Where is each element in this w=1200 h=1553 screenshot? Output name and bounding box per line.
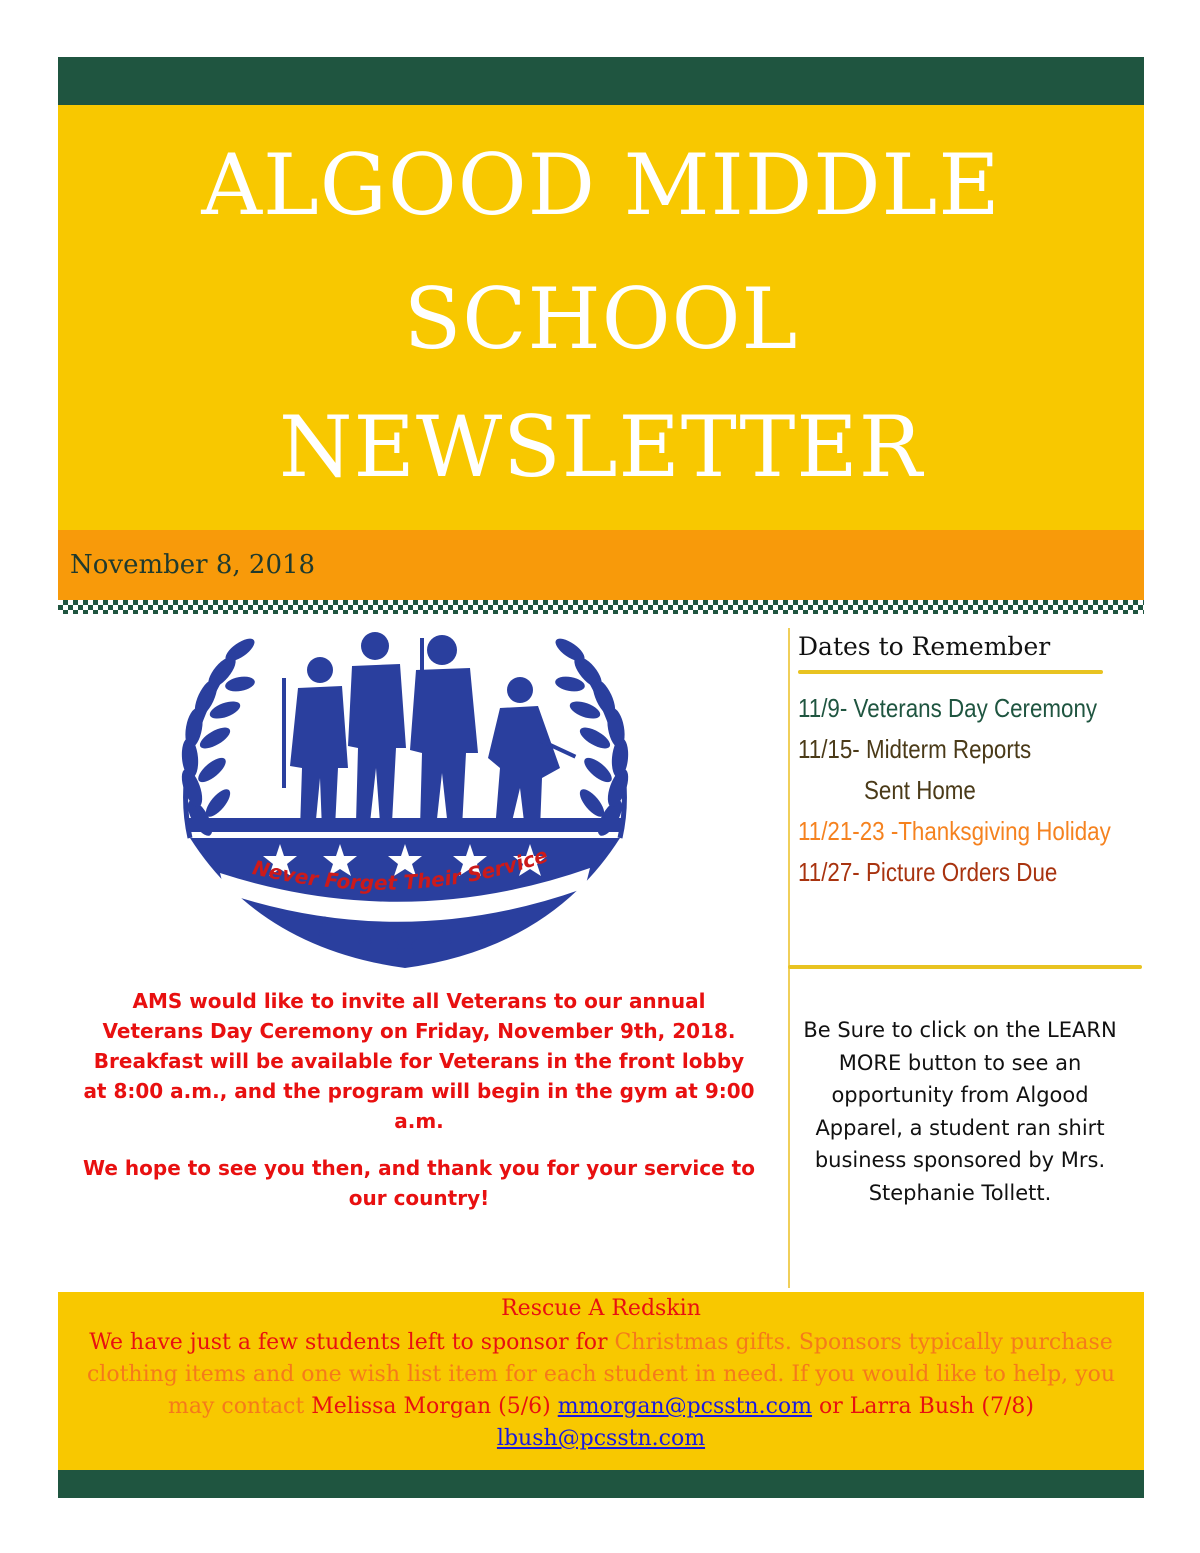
- email-link-lbush[interactable]: lbush@pcsstn.com: [496, 1426, 706, 1451]
- date-item: 11/9- Veterans Day Ceremony: [798, 693, 1098, 723]
- thanks-text: We hope to see you then, and thank you for your service to our country!: [83, 1156, 755, 1210]
- dates-heading: Dates to Remember: [798, 632, 1051, 661]
- top-green-bar: [58, 57, 1144, 105]
- logo-caption: Never Forget Their Service: [250, 842, 551, 895]
- title-block: [58, 105, 1144, 530]
- checkered-divider: [58, 600, 1144, 614]
- date-item: Sent Home: [864, 775, 976, 805]
- date-bar: [58, 530, 1144, 600]
- newsletter-date: November 8, 2018: [70, 550, 316, 580]
- rescue-text-2: Christmas gifts. Sponsors typically purchase clothing items and one wish list item for each student in need. If you would like to help, you may contact: [86, 1330, 1116, 1419]
- date-item: 11/27- Picture Orders Due: [798, 857, 1058, 887]
- rescue-contact-2: or Larra Bush (7/8): [812, 1394, 1035, 1419]
- rescue-body: [68, 1327, 1134, 1455]
- title-line-2: SCHOOL: [403, 270, 799, 368]
- bottom-green-bar: [58, 1470, 1144, 1498]
- date-item: 11/21-23 -Thanksgiving Holiday: [798, 816, 1111, 846]
- veterans-logo: [170, 618, 640, 978]
- learn-more-promo: Be Sure to click on the LEARN MORE button to see an opportunity from Algood Apparel, a student ran shirt business sponsored by Mrs. Stephanie Tollett.: [803, 1018, 1117, 1205]
- right-laurel-icon: [552, 635, 632, 840]
- rescue-text-1: We have just a few students left to sponsor for: [89, 1330, 615, 1355]
- rescue-title: Rescue A Redskin: [501, 1296, 701, 1321]
- email-link-mmorgan[interactable]: mmorgan@pcsstn.com: [557, 1394, 813, 1419]
- veterans-invite-text: AMS would like to invite all Veterans to our annual Veterans Day Ceremony on Friday, November 9th, 2018. Breakfast will be available for Veterans in the front lobby at 8:00 a.m., and the program will begin in the gym at 9:00 a.m.: [83, 989, 755, 1133]
- sidebar-section-divider: [788, 965, 1142, 969]
- rescue-contact-1: Melissa Morgan (5/6): [311, 1394, 558, 1419]
- sidebar-divider: [788, 628, 790, 1288]
- date-item: 11/15- Midterm Reports: [798, 734, 1032, 764]
- left-laurel-icon: [178, 635, 258, 840]
- dates-heading-underline: [798, 670, 1103, 674]
- rescue-section: [58, 1292, 1144, 1470]
- title-line-1: ALGOOD MIDDLE: [201, 136, 1001, 234]
- soldiers-silhouette-icon: [282, 632, 576, 830]
- title-line-3: NEWSLETTER: [279, 398, 923, 496]
